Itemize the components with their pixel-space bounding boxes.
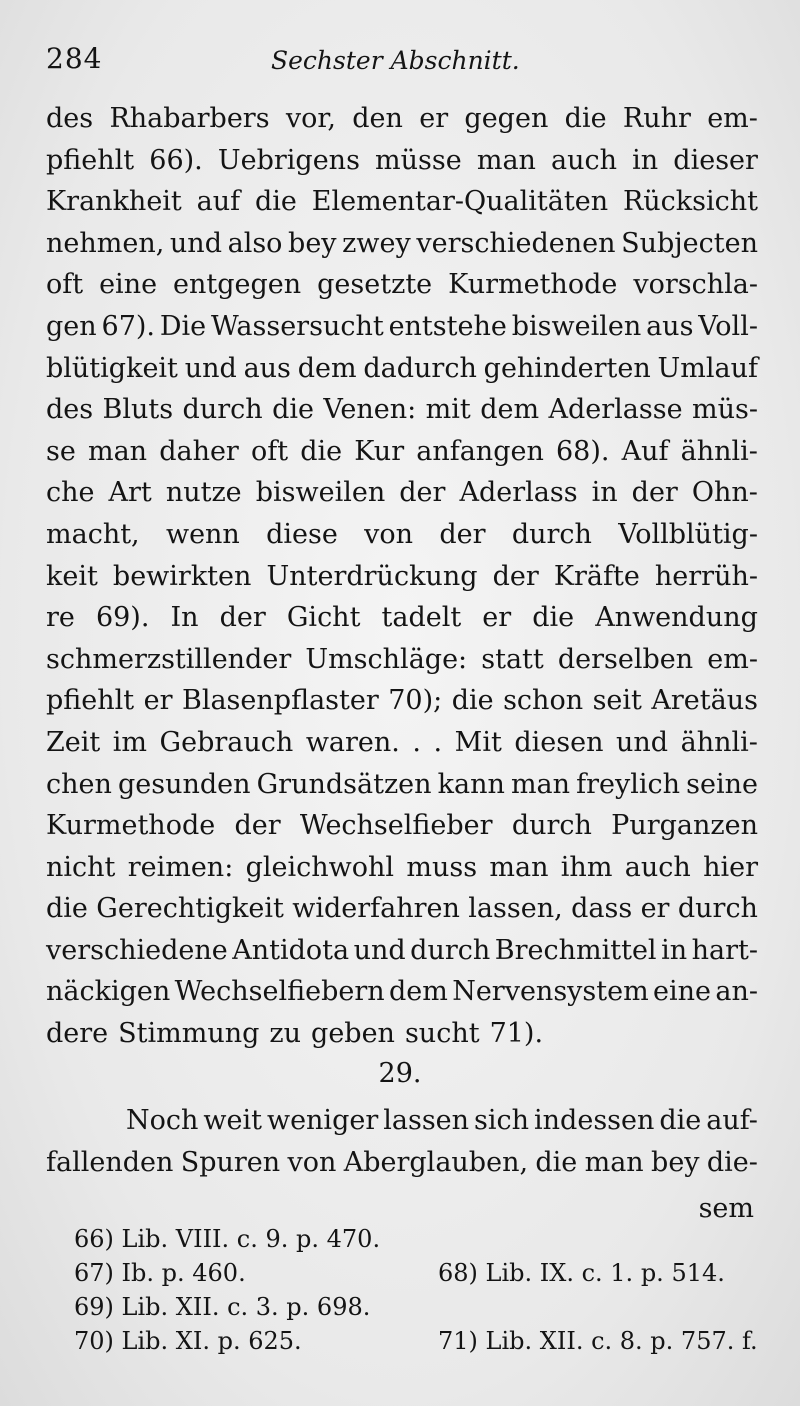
- text-line: gen 67). Die Wassersucht entstehe bisweilen aus Voll-: [46, 310, 758, 342]
- text-line: nicht reimen: gleichwohl muss man ihm auch hier: [46, 851, 758, 883]
- footnote-row: [74, 1222, 764, 1256]
- text-line: re 69). In der Gicht tadelt er die Anwendung: [46, 602, 758, 634]
- running-title: Sechster Abschnitt.: [271, 46, 520, 75]
- text-line: Krankheit auf die Elementar-Qualitäten Rücksicht: [46, 186, 758, 218]
- text-line: Noch weit weniger lassen sich indessen die auf-: [126, 1105, 758, 1136]
- footnote-row: [74, 1256, 764, 1290]
- page-number: 284: [46, 42, 103, 75]
- text-line: Zeit im Gebrauch waren. . . Mit diesen und ähnli-: [46, 726, 758, 758]
- text-line: chen gesunden Grundsätzen kann man freylich seine: [46, 768, 758, 800]
- page-header: [46, 42, 756, 82]
- text-line: keit bewirkten Unterdrückung der Kräfte herrüh-: [46, 560, 758, 592]
- main-text: [46, 98, 758, 1055]
- catchword: sem: [698, 1193, 754, 1224]
- text-line: fallenden Spuren von Aberglauben, die man bey die-: [46, 1146, 758, 1178]
- footnotes: [74, 1222, 764, 1358]
- footnote: 67) Ib. p. 460.: [74, 1259, 246, 1287]
- text-line: schmerzstillender Umschläge: statt derselben em-: [46, 643, 758, 675]
- section-number: 29.: [378, 1058, 422, 1089]
- text-line: dere Stimmung zu geben sucht 71).: [46, 1018, 544, 1050]
- text-line: die Gerechtigkeit widerfahren lassen, dass er durch: [46, 893, 758, 925]
- text-line: se man daher oft die Kur anfangen 68). Auf ähnli-: [46, 435, 758, 467]
- text-line: Kurmethode der Wechselfieber durch Purganzen: [46, 810, 758, 842]
- text-line: pfiehlt er Blasenpflaster 70); die schon seit Aretäus: [46, 685, 758, 717]
- text-line: des Bluts durch die Venen: mit dem Aderlasse müs-: [46, 394, 758, 426]
- footnote: 68) Lib. IX. c. 1. p. 514.: [438, 1259, 725, 1287]
- text-line: oft eine entgegen gesetzte Kurmethode vorschla-: [46, 269, 758, 301]
- text-line: verschiedene Antidota und durch Brechmittel in hart-: [46, 934, 758, 966]
- footnote: 69) Lib. XII. c. 3. p. 698.: [74, 1293, 371, 1321]
- footnote-row: [74, 1324, 764, 1358]
- text-line: näckigen Wechselfiebern dem Nervensystem eine an-: [46, 976, 758, 1008]
- text-line: pfiehlt 66). Uebrigens müsse man auch in dieser: [46, 144, 758, 176]
- section-text: [46, 1100, 758, 1183]
- footnote-row: [74, 1290, 764, 1324]
- text-line: des Rhabarbers vor, den er gegen die Ruhr em-: [46, 103, 758, 134]
- footnote: 71) Lib. XII. c. 8. p. 757. f.: [438, 1327, 758, 1355]
- footnote: 66) Lib. VIII. c. 9. p. 470.: [74, 1225, 381, 1253]
- text-line: blütigkeit und aus dem dadurch gehinderten Umlauf: [46, 352, 758, 384]
- text-line: nehmen, und also bey zwey verschiedenen Subjecten: [46, 227, 758, 259]
- text-line: che Art nutze bisweilen der Aderlass in der Ohn-: [46, 477, 758, 509]
- text-line: macht, wenn diese von der durch Vollblütig-: [46, 518, 758, 550]
- footnote: 70) Lib. XI. p. 625.: [74, 1327, 302, 1355]
